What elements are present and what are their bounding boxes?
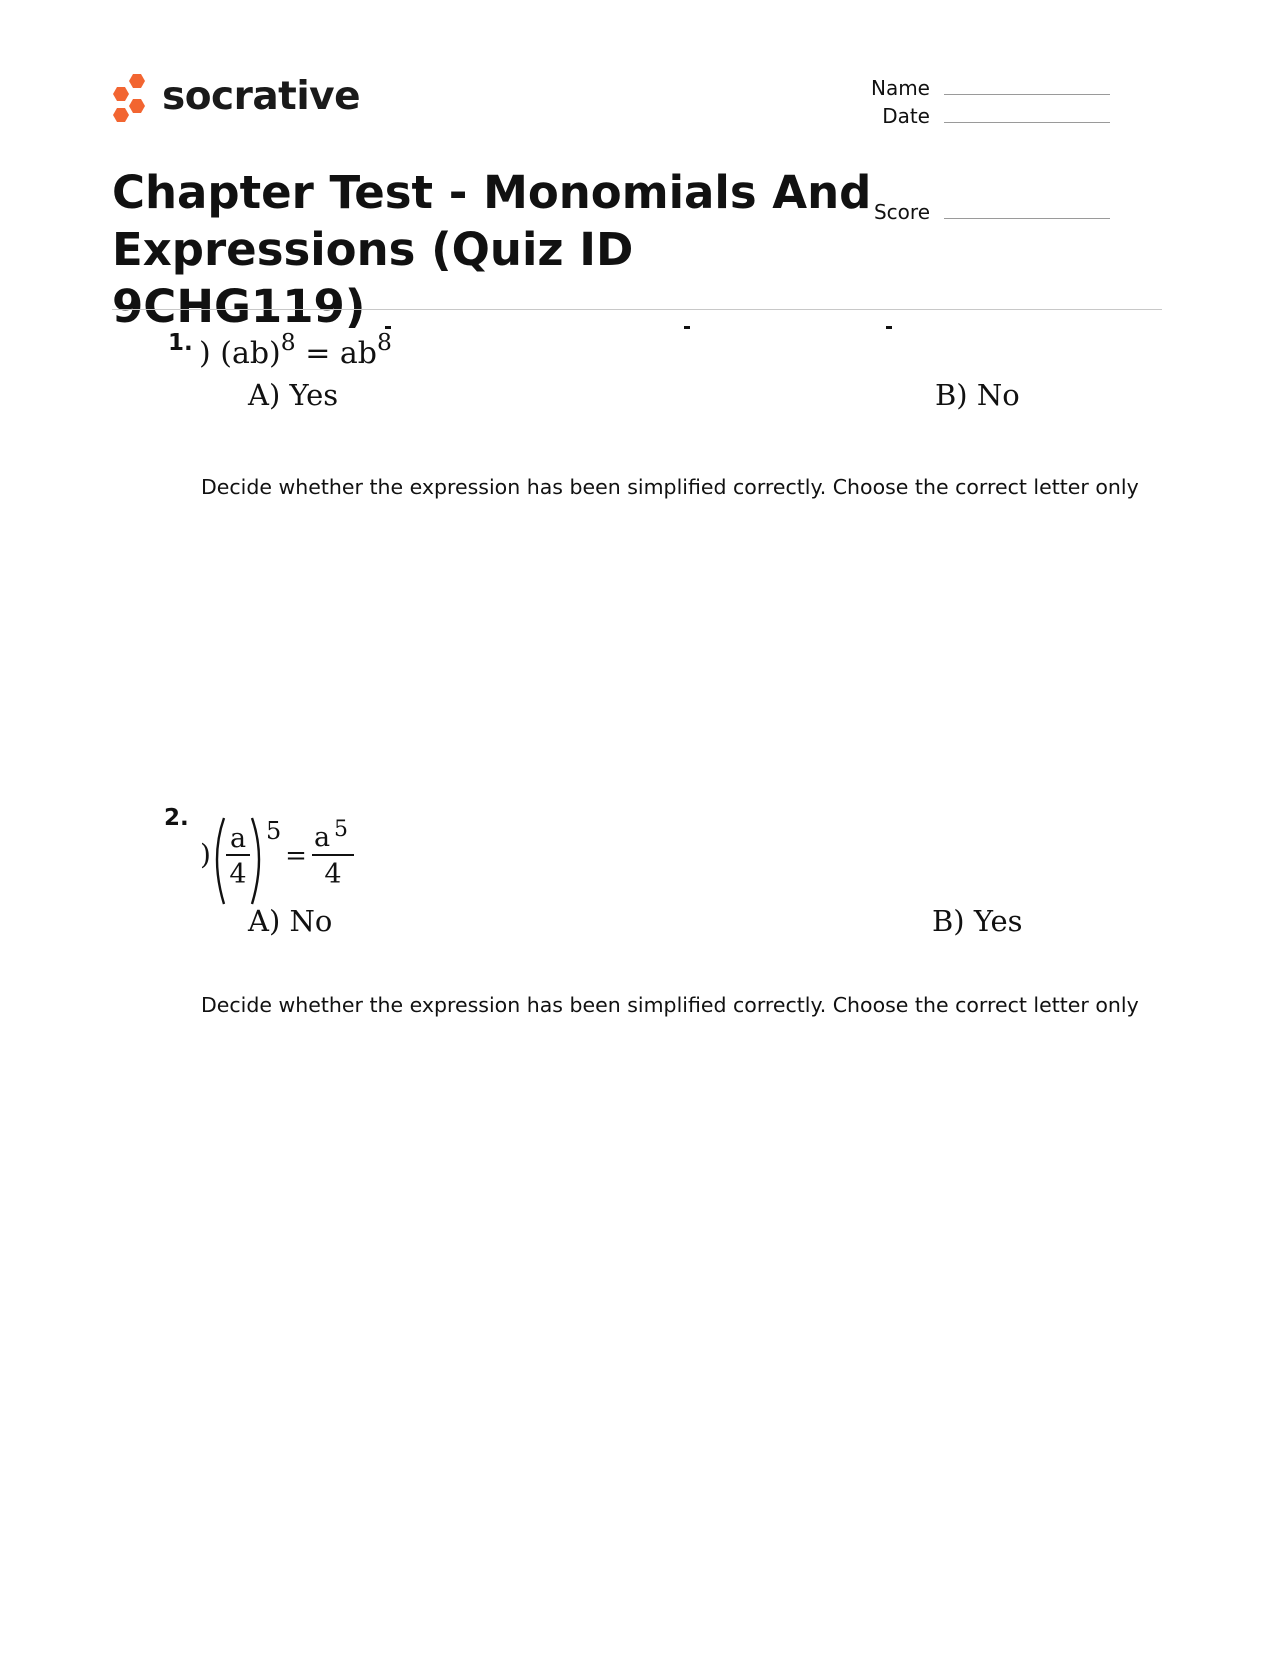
right-paren	[252, 818, 259, 904]
exponent-right: 8	[376, 328, 392, 357]
rhs-numerator: a	[313, 822, 331, 853]
equals-sign: =	[285, 841, 307, 871]
crop-mark	[684, 326, 690, 329]
header-divider	[112, 309, 1162, 310]
choice-b[interactable]: B) No	[935, 378, 1020, 412]
choice-b[interactable]: B) Yes	[932, 904, 1023, 938]
question-expression	[199, 328, 392, 371]
rhs-denominator: 4	[324, 859, 342, 890]
equals-sign: =	[305, 336, 331, 371]
socrative-hexagon-icon	[112, 72, 152, 122]
fraction-denominator: 4	[229, 859, 247, 890]
rhs-exponent: 5	[334, 817, 348, 842]
date-label: Date	[882, 104, 930, 128]
name-field-line[interactable]	[944, 94, 1110, 95]
exponent-left: 5	[266, 817, 282, 845]
crop-mark	[886, 326, 892, 329]
expression-right: ab	[339, 336, 377, 371]
score-label: Score	[873, 200, 930, 224]
page-title: Chapter Test - Monomials And Expressions (Quiz ID 9CHG119)	[112, 166, 872, 333]
brand-name: socrative	[162, 74, 361, 119]
expression-left: (ab)	[220, 336, 281, 371]
question-number: 2.	[164, 805, 189, 831]
crop-paren: )	[199, 336, 211, 371]
socrative-logo	[112, 72, 472, 122]
fraction-numerator: a	[229, 823, 247, 854]
score-field-line[interactable]	[944, 218, 1110, 219]
name-label: Name	[870, 76, 930, 100]
left-paren	[217, 818, 224, 904]
question-number: 1.	[168, 330, 193, 356]
choice-a[interactable]: A) Yes	[248, 378, 339, 412]
date-field-line[interactable]	[944, 122, 1110, 123]
question-expression	[196, 812, 376, 912]
crop-paren: )	[200, 838, 211, 871]
question-prompt: Decide whether the expression has been simplified correctly. Choose the correct letter only	[201, 475, 1139, 499]
question-prompt: Decide whether the expression has been simplified correctly. Choose the correct letter only	[201, 993, 1139, 1017]
choice-a[interactable]: A) No	[248, 904, 333, 938]
exponent-left: 8	[280, 328, 296, 357]
